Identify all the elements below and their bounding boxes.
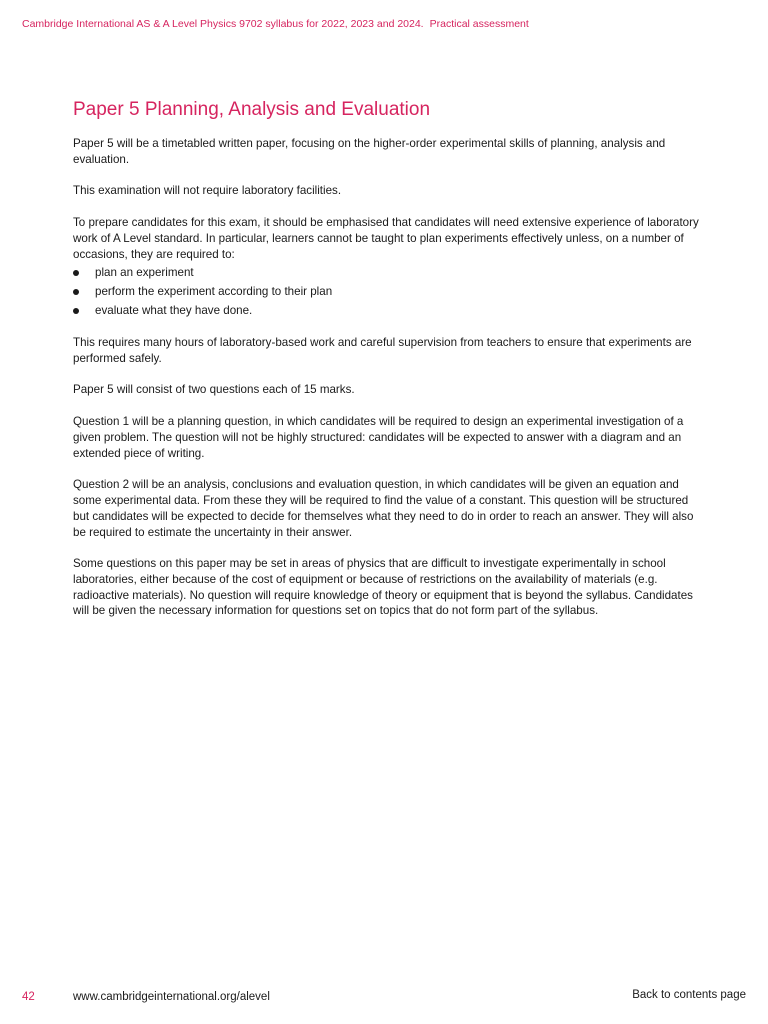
syllabus-title: Cambridge International AS & A Level Physics 9702 syllabus for 2022, 2023 and 2024. bbox=[22, 18, 424, 30]
paragraph-intro: Paper 5 will be a timetabled written paper, focusing on the higher-order experimental skills of planning, analysis and evaluation. bbox=[73, 137, 666, 166]
section-name: Practical assessment bbox=[429, 18, 529, 30]
bullet-icon bbox=[73, 289, 79, 295]
paragraph-question-2: Question 2 will be an analysis, conclusions and evaluation question, in which candidates will be given an equation and some experimental data. From these they will be required to find the value of a constant. This question will be structured but candidates will be expected to decide for themselves what they need to do in order to reach an answer. They will also be required to estimate the uncertainty in their answer. bbox=[73, 478, 694, 539]
running-header bbox=[22, 18, 529, 30]
body-content bbox=[73, 136, 701, 635]
page-title: Paper 5 Planning, Analysis and Evaluation bbox=[73, 99, 431, 120]
list-item bbox=[73, 284, 701, 300]
list-item-text: evaluate what they have done. bbox=[95, 304, 253, 318]
list-item-text: perform the experiment according to their plan bbox=[95, 285, 333, 299]
list-item bbox=[73, 303, 701, 319]
paragraph-topics: Some questions on this paper may be set in areas of physics that are difficult to investigate experimentally in school laboratories, either because of the cost of equipment or because of restrictions on the availability of materials (e.g. radioactive materials). No question will require knowledge of theory or equipment that is beyond the syllabus. Candidates will be given the necessary information for questions set on topics that do not form part of the syllabus. bbox=[73, 557, 693, 618]
page-number: 42 bbox=[22, 991, 35, 1003]
bullet-icon bbox=[73, 270, 79, 276]
paragraph-lab-work: This requires many hours of laboratory-based work and careful supervision from teachers to ensure that experiments are performed safely. bbox=[73, 335, 692, 365]
paragraph-facilities: This examination will not require laboratory facilities. bbox=[73, 184, 342, 198]
list-item-text: plan an experiment bbox=[95, 266, 194, 280]
website-link[interactable]: www.cambridgeinternational.org/alevel bbox=[73, 991, 270, 1003]
paragraph-question-1: Question 1 will be a planning question, in which candidates will be required to design an experimental investigation of a given problem. The question will not be highly structured: candidates will be expected to answer with a diagram and an extended piece of writing. bbox=[73, 414, 684, 460]
paragraph-preparation: To prepare candidates for this exam, it should be emphasised that candidates will need extensive experience of laboratory work of A Level standard. In particular, learners cannot be taught to plan experiments effectively unless, on a number of occasions, they are required to: bbox=[73, 215, 699, 261]
requirements-list bbox=[73, 265, 701, 319]
back-to-contents-link[interactable]: Back to contents page bbox=[632, 989, 746, 1001]
list-item bbox=[73, 265, 701, 281]
paragraph-marks: Paper 5 will consist of two questions each of 15 marks. bbox=[73, 383, 355, 397]
bullet-icon bbox=[73, 308, 79, 314]
